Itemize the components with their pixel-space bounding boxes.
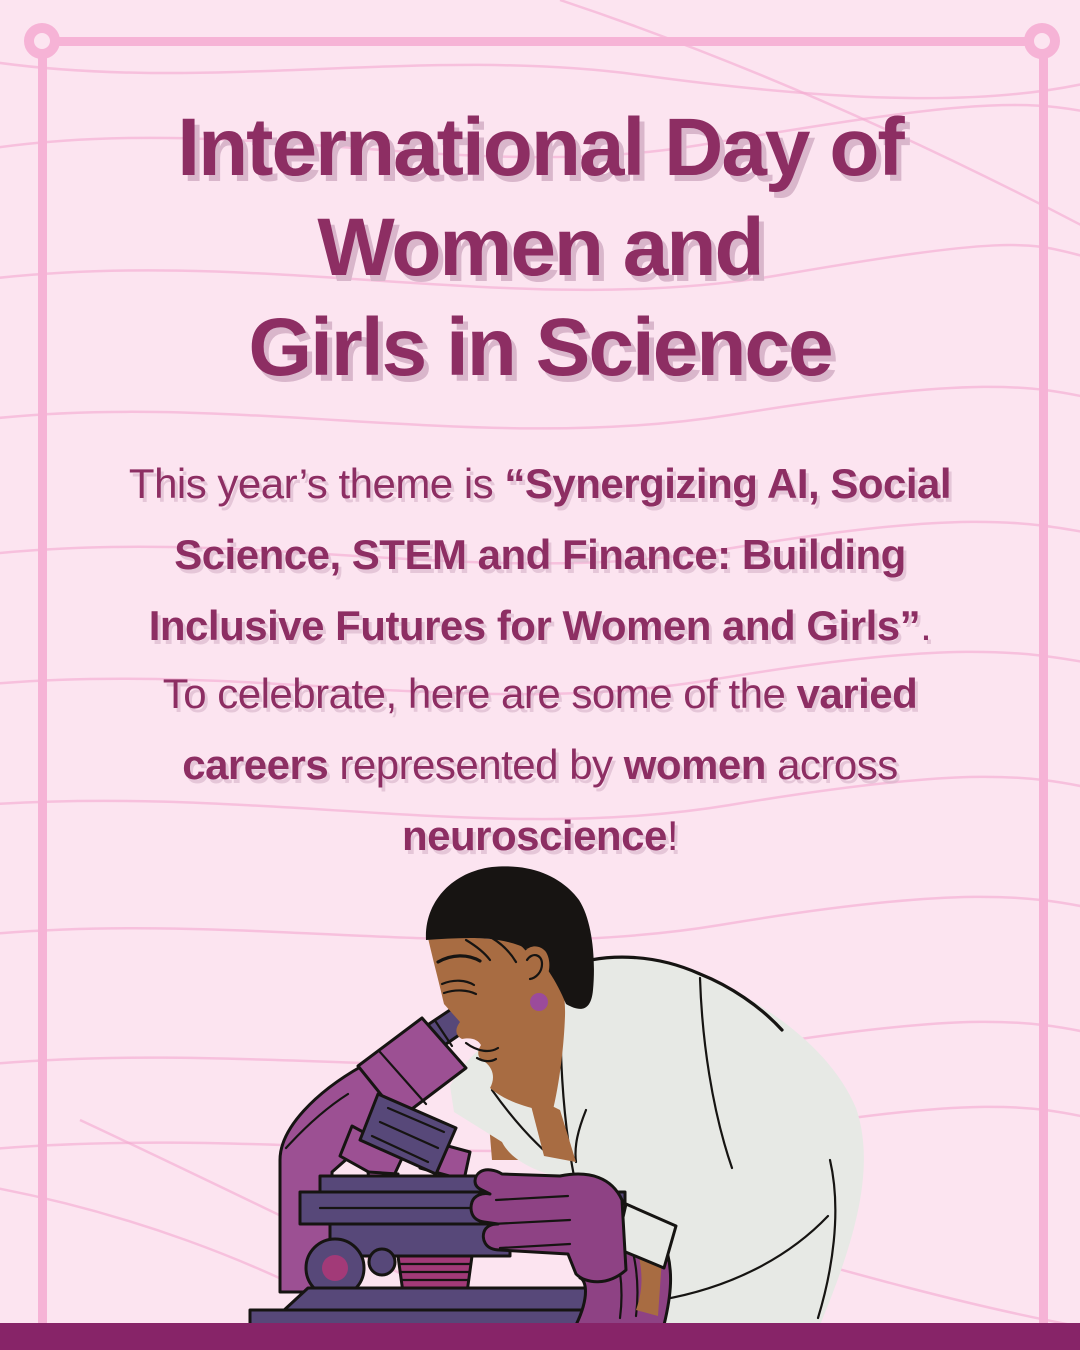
frame-corner-ring-right xyxy=(1024,23,1060,59)
frame-top-line xyxy=(42,37,1042,46)
scientist-illustration xyxy=(230,860,880,1325)
title-line-3: Girls in Science xyxy=(248,302,832,393)
table-surface-bar xyxy=(0,1323,1080,1350)
title-line-2: Women and xyxy=(317,202,763,293)
theme-bold-line3: Inclusive Futures for Women and Girls” xyxy=(148,602,921,649)
frame-corner-ring-left xyxy=(24,23,60,59)
earring xyxy=(530,993,548,1011)
celebrate-regular-2: represented by xyxy=(328,741,624,788)
base-upper xyxy=(282,1288,618,1312)
celebrate-regular-3: across xyxy=(765,741,898,788)
celebrate-regular-4: ! xyxy=(666,812,678,859)
title-line-1: International Day of xyxy=(177,102,903,193)
celebrate-bold-neuroscience: neuroscience xyxy=(402,812,667,859)
theme-bold-line1: “Synergizing AI, Social xyxy=(504,460,952,507)
focus-knob-inner xyxy=(322,1255,348,1281)
theme-intro-text: This year’s theme is xyxy=(128,460,505,507)
theme-closing-text: . xyxy=(920,602,932,649)
celebrate-bold-varied: varied xyxy=(796,670,918,717)
celebrate-bold-careers: careers xyxy=(182,741,329,788)
glove-hand xyxy=(471,1170,626,1282)
theme-paragraph xyxy=(0,448,1080,661)
theme-bold-line2: Science, STEM and Finance: Building xyxy=(174,531,906,578)
celebrate-paragraph xyxy=(0,658,1080,871)
focus-knob-small xyxy=(369,1249,395,1275)
page-title xyxy=(0,98,1080,398)
celebrate-bold-women: women xyxy=(623,741,766,788)
celebrate-regular-1: To celebrate, here are some of the xyxy=(162,670,797,717)
